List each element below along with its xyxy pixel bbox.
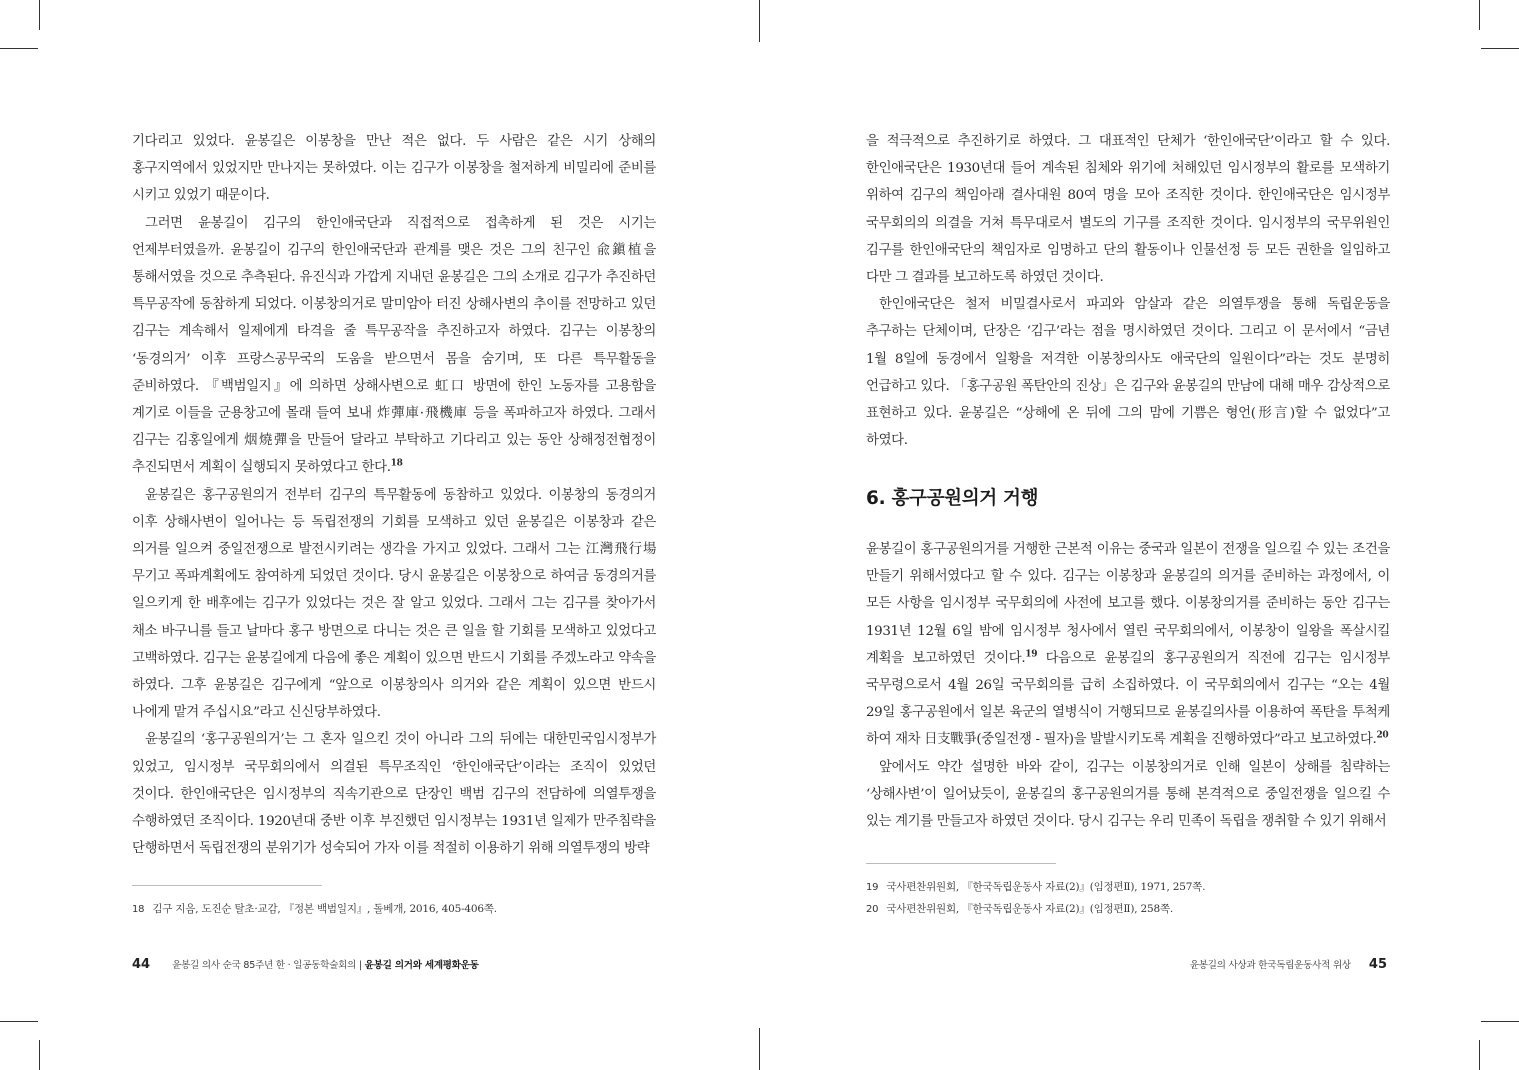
crop-mark-bottom-left-h <box>0 1021 38 1022</box>
footnote-ref-20[interactable]: 20 <box>1376 730 1389 741</box>
left-folio <box>132 957 479 972</box>
left-footnote-divider <box>132 885 322 886</box>
footnote-number: 18 <box>132 904 145 915</box>
footnote-20 <box>866 901 1173 916</box>
footnote-text: 국사편찬위원회, 『한국독립운동사 자료(2)』(임정편Ⅱ), 1971, 257쪽. <box>886 881 1206 893</box>
right-footnote-divider <box>866 863 1056 864</box>
footnote-text: 김구 지음, 도진순 탈초·교감, 『정본 백범일지』, 돌베개, 2016, 405-406쪽. <box>152 903 497 915</box>
running-head-right: 윤봉길의 사상과 한국독립운동사적 위상 <box>1189 960 1351 971</box>
crop-mark-bottom-right-h <box>1481 1021 1519 1022</box>
footnote-ref-19[interactable]: 19 <box>1025 649 1038 660</box>
crop-mark-bottom-right-v <box>1479 1040 1480 1070</box>
crop-mark-top-center <box>759 0 760 42</box>
crop-mark-top-left-v <box>39 0 40 30</box>
footnote-19 <box>866 879 1205 894</box>
left-page-body <box>132 128 656 862</box>
page-number-left: 44 <box>132 957 151 972</box>
footnote-number: 19 <box>866 882 879 893</box>
right-page-body-top <box>866 128 1390 454</box>
right-paragraph-3: 윤봉길이 홍구공원의거를 거행한 근본적 이유는 중국과 일본이 전쟁을 일으킬 수 있는 조건을 만들기 위해서였다고 할 수 있다. 김구는 이봉창과 윤봉길의 의거를 준비하는 과정에서, 이 모든 사항을 임시정부 국무회의에 사전에 보고를 했다. 이봉창의거를 준비하는 동안 김구는 1931년 12월 6일 밤에 임시정부 청사에서 열린 국무회의에서, 이봉창이 일왕을 폭살시킬 계획을 보고하였던 것이다.$^{19}$ 다음으로 윤봉길의 홍구공원의거 직전에 김구는 임시정부 국무령으로서 4월 26일 국무회의를 급히 소집하였다. 이 국무회의에서 김구는 “오는 4월 29일 홍구공원에서 일본 육군의 열병식이 거행되므로 윤봉길의사를 이용하여 폭탄을 투척케 하여 재차 日支戰爭(중일전쟁 - 필자)을 발발시키도록 계획을 진행하였다”라고 보고하였다.$^{20}$ <box>866 542 1390 748</box>
right-paragraph-4: 앞에서도 약간 설명한 바와 같이, 김구는 이봉창의거로 인해 일본이 상해를 침략하는 ‘상해사변’이 일어났듯이, 윤봉길의 홍구공원의거를 통해 본격적으로 중일전쟁을 일으킬 수 있는 계기를 만들고자 하였던 것이다. 당시 김구는 우리 민족이 독립을 쟁취할 수 있기 위해서 <box>866 759 1390 830</box>
footnote-18 <box>132 901 497 916</box>
footnote-ref-18[interactable]: 18 <box>390 458 403 469</box>
right-folio <box>1190 957 1387 972</box>
left-paragraph-3: 윤봉길은 홍구공원의거 전부터 김구의 특무활동에 동참하고 있었다. 이봉창의 동경의거 이후 상해사변이 일어나는 등 독립전쟁의 기회를 모색하고 있던 윤봉길은 이봉창과 같은 의거를 일으켜 중일전쟁으로 발전시키려는 생각을 가지고 있었다. 그래서 그는 江灣飛行場 무기고 폭파계획에도 참여하게 되었던 것이다. 당시 윤봉길은 이봉창으로 하여금 동경의거를 일으키게 한 배후에는 김구가 있었다는 것은 잘 알고 있었다. 그래서 그는 김구를 찾아가서 채소 바구니를 들고 날마다 홍구 방면으로 다니는 것은 큰 일을 할 기회를 모색하고 있었다고 고백하였다. 김구는 윤봉길에게 다음에 좋은 계획이 있으면 반드시 기회를 주겠노라고 약속을 하였다. 그후 윤봉길은 김구에게 “앞으로 이봉창의사 의거와 같은 계획이 있으면 반드시 나에게 맡겨 주십시요”라고 신신당부하였다. <box>132 487 656 721</box>
running-head-left-bold: 윤봉길 의거와 세계평화운동 <box>364 960 479 971</box>
crop-mark-top-left-h <box>0 48 38 49</box>
left-paragraph-1: 기다리고 있었다. 윤봉길은 이봉창을 만난 적은 없다. 두 사람은 같은 시기 상해의 홍구지역에서 있었지만 만나지는 못하였다. 이는 김구가 이봉창을 철저하게 비밀리에 준비를 시키고 있었기 때문이다. <box>132 134 656 204</box>
footnote-text: 국사편찬위원회, 『한국독립운동사 자료(2)』(임정편Ⅱ), 258쪽. <box>886 903 1174 915</box>
right-paragraph-2: 한인애국단은 철저 비밀결사로서 파괴와 암살과 같은 의열투쟁을 통해 독립운동을 추구하는 단체이며, 단장은 ‘김구’라는 점을 명시하였던 것이다. 그리고 이 문서에서 “금년 1월 8일에 동경에서 일황을 저격한 이봉창의사도 애국단의 일원이다”라는 것도 분명히 언급하고 있다. 「홍구공원 폭탄안의 진상」은 김구와 윤봉길의 만남에 대해 매우 감상적으로 표현하고 있다. 윤봉길은 “상해에 온 뒤에 그의 맘에 기쁨은 형언(形言)할 수 없었다”고 하였다. <box>866 297 1390 449</box>
crop-mark-top-right-h <box>1481 48 1519 49</box>
section-heading: 6. 홍구공원의거 거행 <box>866 488 1039 509</box>
left-paragraph-4: 윤봉길의 ‘홍구공원의거’는 그 혼자 일으킨 것이 아니라 그의 뒤에는 대한민국임시정부가 있었고, 임시정부 국무회의에서 의결된 특무조직인 ‘한인애국단’이라는 조직이 있었던 것이다. 한인애국단은 임시정부의 직속기관으로 단장인 백범 김구의 전담하에 의열투쟁을 수행하였던 조직이다. 1920년대 중반 이후 부진했던 임시정부는 1931년 일제가 만주침략을 단행하면서 독립전쟁의 분위기가 성숙되어 가자 이를 적절히 이용하기 위해 의열투쟁의 방략 <box>132 732 656 857</box>
crop-mark-bottom-left-v <box>39 1040 40 1070</box>
crop-mark-top-right-v <box>1479 0 1480 30</box>
running-head-left: 윤봉길 의사 순국 85주년 한 · 일공동학술회의 | 윤봉길 의거와 세계평화운동 <box>172 960 479 971</box>
right-page-body-bottom <box>866 536 1390 835</box>
right-paragraph-1: 을 적극적으로 추진하기로 하였다. 그 대표적인 단체가 ‘한인애국단’이라고 할 수 있다. 한인애국단은 1930년대 들어 계속된 침체와 위기에 처해있던 임시정부의 활로를 모색하기 위하여 김구의 책임아래 결사대원 80여 명을 모아 조직한 것이다. 한인애국단은 임시정부 국무회의의 의결을 거쳐 특무대로서 별도의 기구를 조직한 것이다. 임시정부의 국무위원인 김구를 한인애국단의 책임자로 임명하고 단의 활동이나 인물선정 등 모든 권한을 일임하고 다만 그 결과를 보고하도록 하였던 것이다. <box>866 134 1390 286</box>
left-paragraph-2: 그러면 윤봉길이 김구의 한인애국단과 직접적으로 접촉하게 된 것은 시기는 언제부터였을까. 윤봉길이 김구의 한인애국단과 관계를 맺은 것은 그의 친구인 兪鎭植을 통해서였을 것으로 추측된다. 유진식과 가깝게 지내던 윤봉길은 그의 소개로 김구가 추진하던 특무공작에 동참하게 되었다. 이봉창의거로 말미암아 터진 상해사변의 추이를 전망하고 있던 김구는 계속해서 일제에게 타격을 줄 특무공작을 추진하고자 하였다. 김구는 이봉창의 ‘동경의거’ 이후 프랑스공무국의 도움을 받으면서 몸을 숨기며, 또 다른 특무활동을 준비하였다. 『백범일지』에 의하면 상해사변으로 虹口 방면에 한인 노동자를 고용함을 계기로 이들을 군용창고에 몰래 들여 보내 炸彈庫·飛機庫 등을 폭파하고자 하였다. 그래서 김구는 김홍일에게 烟燒彈을 만들어 달라고 부탁하고 기다리고 있는 동안 상해정전협정이 추진되면서 계획이 실행되지 못하였다고 한다.$^{18}$ <box>132 215 656 476</box>
page-number-right: 45 <box>1368 957 1387 972</box>
crop-mark-bottom-center <box>759 1028 760 1070</box>
footnote-number: 20 <box>866 904 879 915</box>
